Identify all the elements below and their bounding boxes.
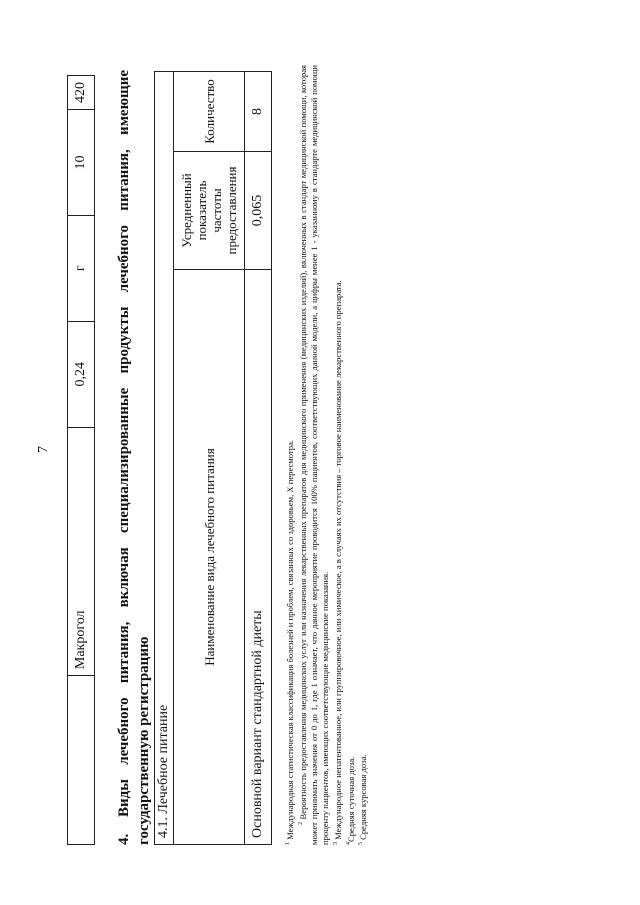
daily-dose-cell: 10 [68, 110, 95, 216]
page-number: 7 [36, 446, 51, 453]
table-row [245, 72, 272, 845]
drug-name-cell: Макрогол [68, 427, 95, 675]
quantity-cell: 8 [245, 72, 272, 152]
footnote-mark: 2 [297, 822, 304, 825]
table-cell [68, 676, 95, 845]
column-header-name: Наименование вида лечебного питания [174, 270, 245, 845]
footnote-mark: 3 [332, 842, 339, 845]
footnote-text: Международная статистическая классификация болезней и проблем, связанных со здоровьем, X пересмотра. [284, 439, 295, 840]
drug-table [67, 75, 95, 845]
footnote-text: Средняя курсовая доза. [358, 754, 369, 840]
footnote-text: Вероятность предоставления медицинских услуг или назначения лекарственных препаратов для медицинского применения (медицинских изделий), включенных в стандарт медицинской помощи, которая может принимать значения от 0 до 1, где 1 означает, что данное мероприятие проводится 100% пациентов, соответствующих данной модели, а цифры менее 1 - указанному в стандарте медицинской помощи проценту пациентов, имеющих соответствующие медицинские показания. [297, 65, 330, 845]
diet-name-cell: Основной вариант стандартной диеты [245, 270, 272, 845]
table-row [68, 76, 95, 845]
footnote [283, 65, 296, 845]
footnotes [283, 65, 369, 845]
footnote-mark: 4 [345, 842, 352, 845]
table-subheading-row [155, 72, 174, 845]
nutrition-table [154, 71, 272, 845]
footnote-mark: 5 [358, 842, 365, 845]
frequency-cell: 0,065 [245, 152, 272, 270]
course-dose-cell: 420 [68, 76, 95, 110]
frequency-cell: 0,24 [68, 321, 95, 427]
section-title: Виды лечебного питания, включая специализированные продукты лечебного питания, имеющие государственную регистрацию [116, 70, 152, 845]
footnote [296, 65, 331, 845]
footnote-mark: 1 [285, 842, 291, 845]
column-header-frequency: Усредненный показатель частоты предоставления [174, 152, 245, 270]
section-number: 4. [116, 833, 132, 845]
table-header-row [174, 72, 245, 845]
column-header-quantity: Количество [174, 72, 245, 152]
footnote-text: Средняя суточная доза. [345, 756, 356, 842]
section-heading [114, 70, 154, 845]
unit-cell: г [68, 215, 95, 321]
footnote [344, 65, 357, 845]
footnote-text: Международное непатентованное, или группировочное, или химическое, а в случаях их отсутствия – торговое наименование лекарственного препарата. [332, 280, 343, 840]
footnote [356, 65, 369, 845]
table-subheading: 4.1. Лечебное питание [155, 72, 174, 845]
footnote [331, 65, 344, 845]
